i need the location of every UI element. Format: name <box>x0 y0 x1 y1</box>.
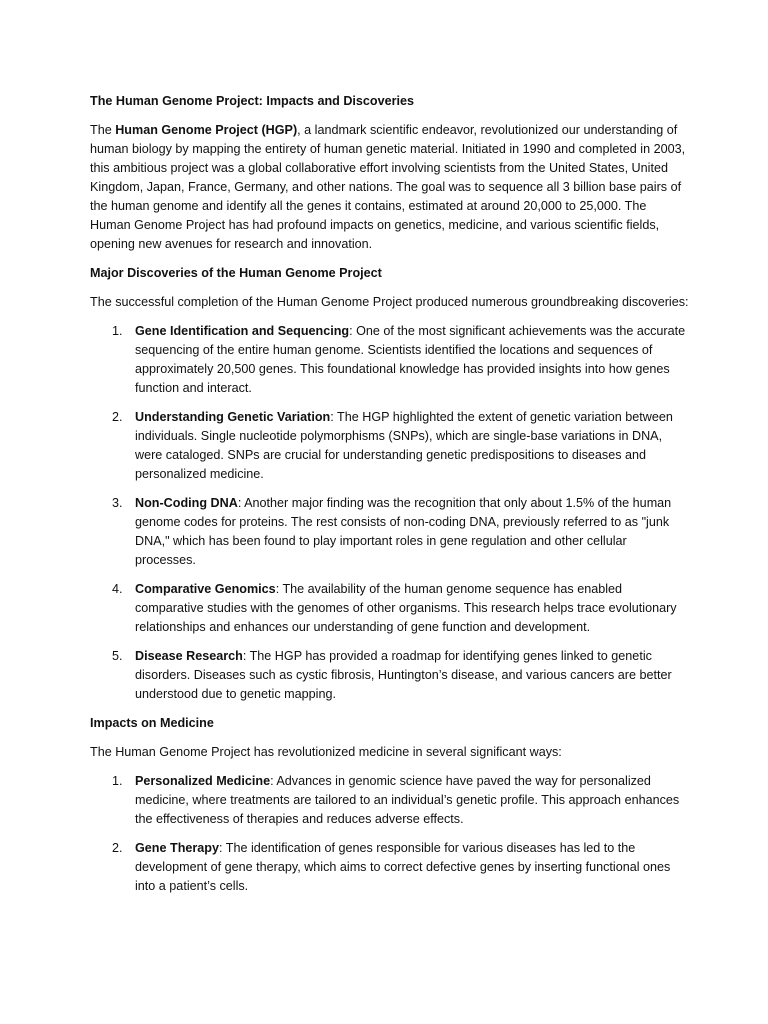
list-item-text: : Advances in genomic science have paved the way for personalized medicine, where treatments are tailored to an individual’s genetic profile. This approach enhances the effectiveness of therapies and reduces adverse effects. <box>135 774 680 826</box>
list-item-term: Gene Therapy <box>135 841 219 855</box>
medicine-heading: Impacts on Medicine <box>90 716 214 730</box>
list-item-term: Personalized Medicine <box>135 774 271 788</box>
list-item-text: : Another major finding was the recognition that only about 1.5% of the human genome codes for proteins. The rest consists of non-coding DNA, previously referred to as "junk DNA," which has been found to play important roles in gene regulation and other cellular processes. <box>135 496 672 567</box>
discoveries-list <box>90 322 690 704</box>
list-item <box>90 839 690 896</box>
list-number: 3. <box>112 496 123 510</box>
list-number: 4. <box>112 582 123 596</box>
list-number: 1. <box>112 324 123 338</box>
list-item-term: Disease Research <box>135 649 243 663</box>
intro-text: , a landmark scientific endeavor, revolutionized our understanding of human biology by mapping the entirety of human genetic material. Initiated in 1990 and completed in 2003, this ambitious project was a global collaborative effort involving scientists from the United States, United Kingdom, Japan, France, Germany, and other nations. The goal was to sequence all 3 billion base pairs of the human genome and identify all the genes it contains, estimated at around 20,000 to 25,000. The Human Genome Project has had profound impacts on genetics, medicine, and various scientific fields, opening new avenues for research and innovation. <box>90 123 686 251</box>
list-number: 2. <box>112 410 123 424</box>
list-item <box>90 494 690 570</box>
discoveries-heading: Major Discoveries of the Human Genome Project <box>90 266 382 280</box>
medicine-lead: The Human Genome Project has revolutionized medicine in several significant ways: <box>90 745 562 759</box>
document-page <box>90 92 690 906</box>
list-item-text: : The HGP highlighted the extent of genetic variation between individuals. Single nucleotide polymorphisms (SNPs), which are single-base variations in DNA, were cataloged. SNPs are crucial for understanding genetic predispositions to diseases and personalized medicine. <box>135 410 673 481</box>
list-number: 5. <box>112 649 123 663</box>
list-item-text: : The identification of genes responsible for various diseases has led to the development of gene therapy, which aims to correct defective genes by inserting functional ones into a patient’s cells. <box>135 841 671 893</box>
list-item-term: Non-Coding DNA <box>135 496 238 510</box>
list-item-text: : One of the most significant achievements was the accurate sequencing of the entire human genome. Scientists identified the locations and sequences of approximately 20,500 genes. This foundational knowledge has provided insights into how genes function and interact. <box>135 324 686 395</box>
list-item <box>90 322 690 398</box>
medicine-list <box>90 772 690 896</box>
list-item <box>90 580 690 637</box>
list-item-term: Gene Identification and Sequencing <box>135 324 350 338</box>
intro-prefix: The <box>90 123 116 137</box>
list-number: 1. <box>112 774 123 788</box>
intro-bold-term: Human Genome Project (HGP) <box>115 123 298 137</box>
list-item <box>90 408 690 484</box>
list-item-text: : The availability of the human genome sequence has enabled comparative studies with the genomes of other organisms. This research helps trace evolutionary relationships and enhances our understanding of gene function and development. <box>135 582 677 634</box>
list-item <box>90 772 690 829</box>
intro-paragraph <box>90 121 690 254</box>
list-number: 2. <box>112 841 123 855</box>
list-item-term: Understanding Genetic Variation <box>135 410 331 424</box>
list-item-term: Comparative Genomics <box>135 582 276 596</box>
discoveries-lead: The successful completion of the Human Genome Project produced numerous groundbreaking discoveries: <box>90 295 689 309</box>
list-item-text: : The HGP has provided a roadmap for identifying genes linked to genetic disorders. Diseases such as cystic fibrosis, Huntington’s disease, and various cancers are better understood due to genetic mapping. <box>135 649 672 701</box>
document-title: The Human Genome Project: Impacts and Discoveries <box>90 94 415 108</box>
list-item <box>90 647 690 704</box>
